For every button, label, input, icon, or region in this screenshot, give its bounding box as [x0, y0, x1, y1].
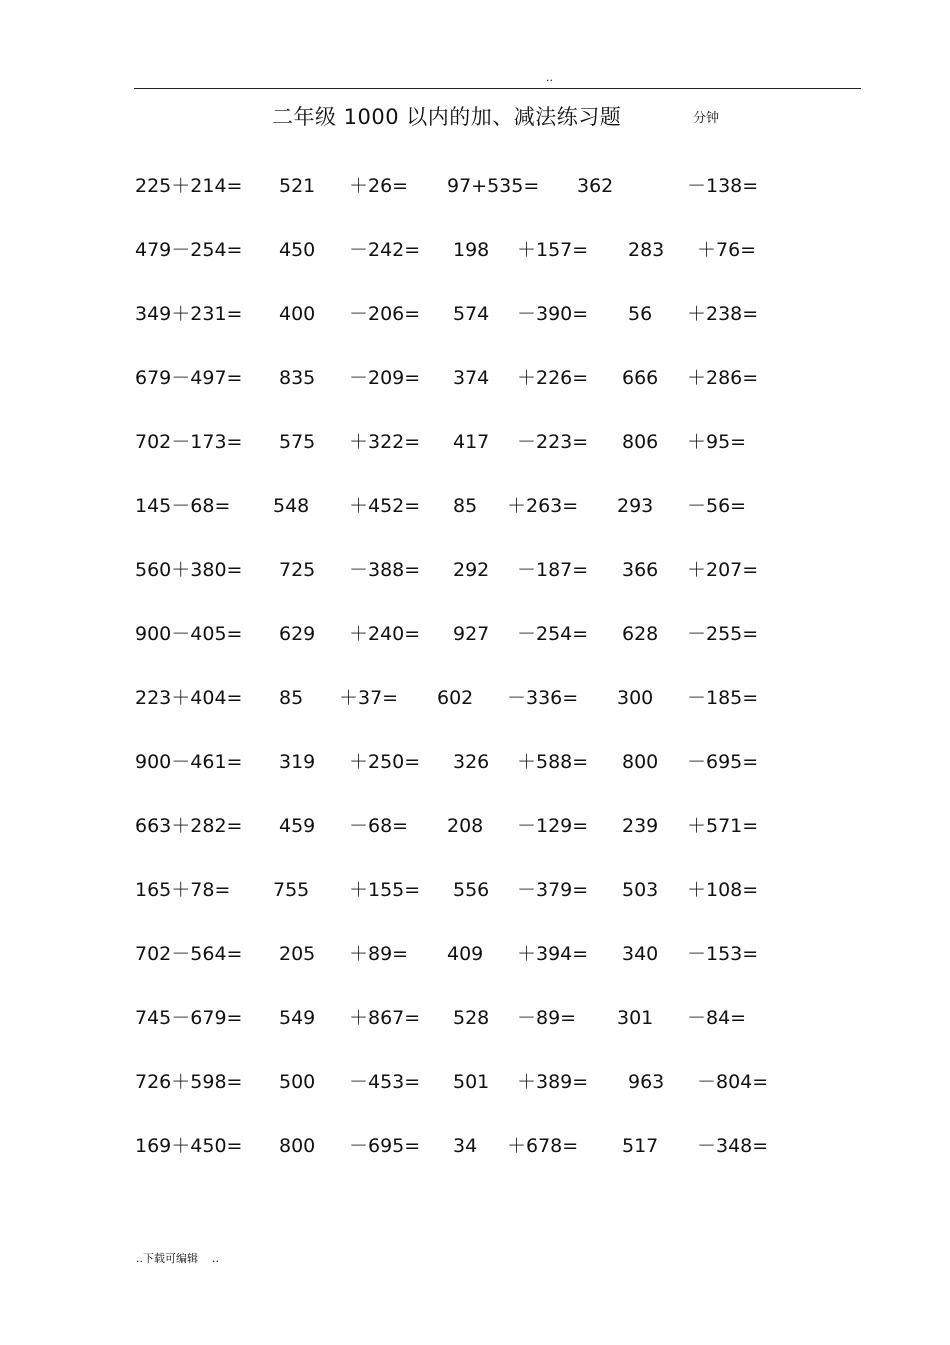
exercise-item: －695= — [349, 1135, 421, 1157]
exercise-item: ＋226= — [517, 367, 589, 389]
exercise-item: －695= — [687, 751, 759, 773]
exercise-item: ＋678= — [507, 1135, 579, 1157]
exercise-item: －242= — [349, 239, 421, 261]
exercise-item: 663＋282= — [135, 815, 243, 837]
exercise-item: ＋76= — [697, 239, 757, 261]
exercise-item: 208 — [447, 815, 484, 837]
header-dots: .. — [546, 71, 553, 84]
exercise-item: 366 — [622, 559, 659, 581]
exercise-item: 900－461= — [135, 751, 243, 773]
exercise-item: －390= — [517, 303, 589, 325]
exercise-item: 326 — [453, 751, 490, 773]
exercise-item: ＋389= — [517, 1071, 589, 1093]
exercise-item: 702－564= — [135, 943, 243, 965]
exercise-item: 755 — [273, 879, 310, 901]
exercise-item: －388= — [349, 559, 421, 581]
exercise-item: 293 — [617, 495, 654, 517]
exercise-item: 301 — [617, 1007, 654, 1029]
minutes-label: 分钟 — [693, 111, 720, 126]
exercise-item: 528 — [453, 1007, 490, 1029]
exercise-item: 283 — [628, 239, 665, 261]
exercise-item: －138= — [687, 175, 759, 197]
exercise-item: 205 — [279, 943, 316, 965]
exercise-item: 628 — [622, 623, 659, 645]
exercise-item: 602 — [437, 687, 474, 709]
exercise-item: 556 — [453, 879, 490, 901]
exercise-item: 198 — [453, 239, 490, 261]
exercise-item: 459 — [279, 815, 316, 837]
exercise-item: 239 — [622, 815, 659, 837]
exercise-item: －254= — [517, 623, 589, 645]
exercise-item: 521 — [279, 175, 316, 197]
exercise-item: 400 — [279, 303, 316, 325]
exercise-item: －84= — [687, 1007, 747, 1029]
exercise-item: ＋452= — [349, 495, 421, 517]
exercise-item: －153= — [687, 943, 759, 965]
exercise-item: 169＋450= — [135, 1135, 243, 1157]
footer-text: ..下载可编辑 .. — [136, 1252, 219, 1265]
exercise-item: 574 — [453, 303, 490, 325]
exercise-item: －348= — [697, 1135, 769, 1157]
exercise-item: 225＋214= — [135, 175, 243, 197]
exercise-item: 145－68= — [135, 495, 231, 517]
exercise-item: 374 — [453, 367, 490, 389]
exercise-item: 417 — [453, 431, 490, 453]
exercise-item: 549 — [279, 1007, 316, 1029]
exercise-item: 666 — [622, 367, 659, 389]
exercise-item: 800 — [279, 1135, 316, 1157]
exercise-item: 806 — [622, 431, 659, 453]
exercise-item: 501 — [453, 1071, 490, 1093]
exercise-item: 479－254= — [135, 239, 243, 261]
exercise-item: ＋26= — [349, 175, 409, 197]
exercise-item: ＋240= — [349, 623, 421, 645]
exercise-item: ＋263= — [507, 495, 579, 517]
exercise-item: 292 — [453, 559, 490, 581]
exercise-item: －206= — [349, 303, 421, 325]
exercise-item: 362 — [577, 175, 614, 197]
exercise-item: 560＋380= — [135, 559, 243, 581]
exercise-item: －255= — [687, 623, 759, 645]
exercise-item: 500 — [279, 1071, 316, 1093]
exercise-item: 340 — [622, 943, 659, 965]
exercise-item: 927 — [453, 623, 490, 645]
exercise-item: －209= — [349, 367, 421, 389]
exercise-item: －453= — [349, 1071, 421, 1093]
exercise-item: ＋286= — [687, 367, 759, 389]
exercise-item: －129= — [517, 815, 589, 837]
page-title: 二年级 1000 以内的加、减法练习题 — [272, 105, 622, 129]
exercise-item: －68= — [349, 815, 409, 837]
exercise-item: 963 — [628, 1071, 665, 1093]
exercise-item: ＋37= — [339, 687, 399, 709]
exercise-item: 319 — [279, 751, 316, 773]
exercise-item: 349＋231= — [135, 303, 243, 325]
exercise-item: ＋207= — [687, 559, 759, 581]
exercise-item: 517 — [622, 1135, 659, 1157]
exercise-item: 450 — [279, 239, 316, 261]
exercise-item: 800 — [622, 751, 659, 773]
exercise-item: －804= — [697, 1071, 769, 1093]
exercise-item: 503 — [622, 879, 659, 901]
exercise-item: 900－405= — [135, 623, 243, 645]
exercise-item: 575 — [279, 431, 316, 453]
exercise-item: －379= — [517, 879, 589, 901]
exercise-item: 97+535= — [447, 175, 540, 197]
exercise-item: 679－497= — [135, 367, 243, 389]
exercise-item: 835 — [279, 367, 316, 389]
exercise-item: 745－679= — [135, 1007, 243, 1029]
exercise-item: 702－173= — [135, 431, 243, 453]
exercise-item: 85 — [279, 687, 304, 709]
exercise-item: 56 — [628, 303, 653, 325]
exercise-item: －187= — [517, 559, 589, 581]
exercise-item: ＋157= — [517, 239, 589, 261]
exercise-item: ＋322= — [349, 431, 421, 453]
exercise-item: ＋250= — [349, 751, 421, 773]
exercise-item: ＋95= — [687, 431, 747, 453]
exercise-item: －223= — [517, 431, 589, 453]
exercise-item: 165＋78= — [135, 879, 231, 901]
exercise-item: 726＋598= — [135, 1071, 243, 1093]
exercise-item: 548 — [273, 495, 310, 517]
exercise-item: 629 — [279, 623, 316, 645]
exercise-item: ＋867= — [349, 1007, 421, 1029]
exercise-item: 85 — [453, 495, 478, 517]
exercise-item: ＋588= — [517, 751, 589, 773]
exercise-item: ＋89= — [349, 943, 409, 965]
exercise-item: ＋238= — [687, 303, 759, 325]
exercise-item: 223＋404= — [135, 687, 243, 709]
exercise-item: ＋155= — [349, 879, 421, 901]
exercise-item: ＋394= — [517, 943, 589, 965]
exercise-item: 409 — [447, 943, 484, 965]
exercise-item: －185= — [687, 687, 759, 709]
exercise-item: 34 — [453, 1135, 478, 1157]
exercise-item: ＋108= — [687, 879, 759, 901]
exercise-item: －56= — [687, 495, 747, 517]
exercise-item: －336= — [507, 687, 579, 709]
exercise-item: ＋571= — [687, 815, 759, 837]
exercise-item: －89= — [517, 1007, 577, 1029]
exercise-item: 300 — [617, 687, 654, 709]
exercise-item: 725 — [279, 559, 316, 581]
